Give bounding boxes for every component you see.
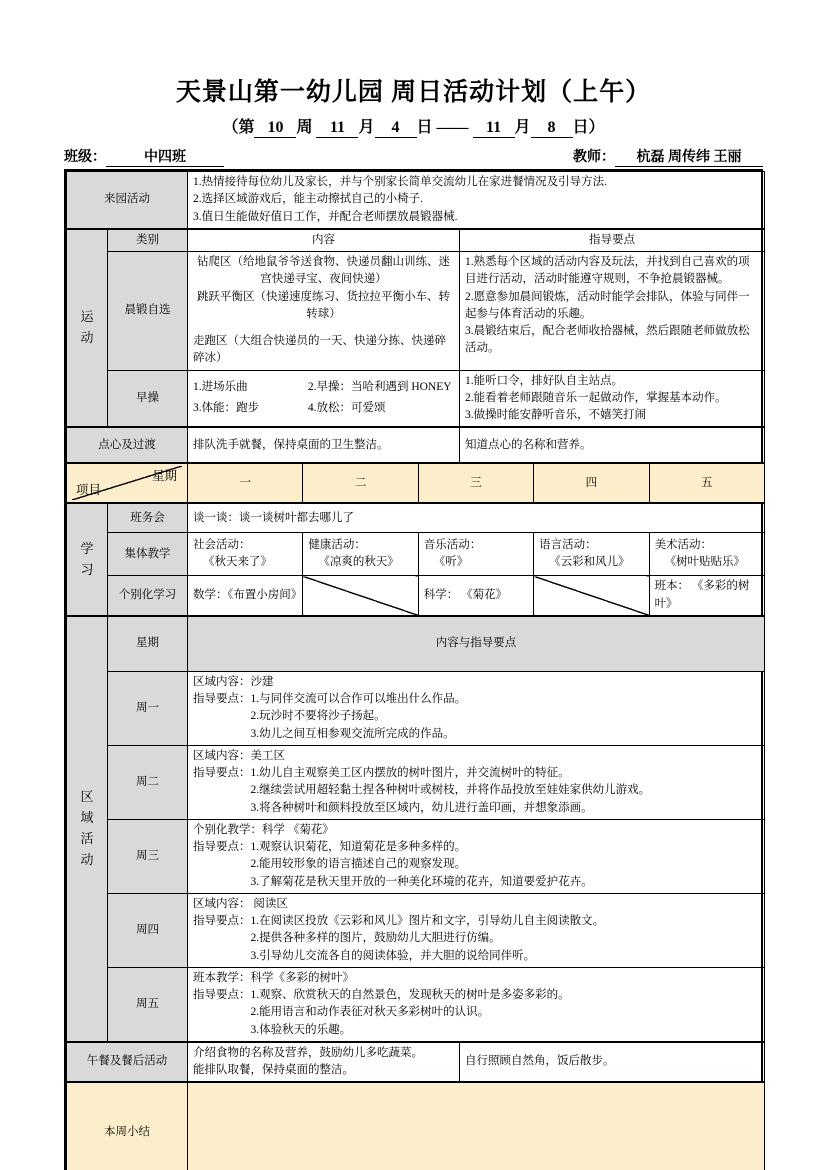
drill-item: 3.体能：跑步 [193,402,260,415]
document-header [64,0,763,138]
table-row [67,671,765,745]
region-section-label [67,616,108,1041]
region-section [66,616,765,1042]
activity-type: 社会活动： [193,539,251,551]
vertical-label: 学习 [80,540,94,577]
teacher-label: 教师： [573,150,615,165]
point-line: 3.将各种树叶和颜料投放至区域内，幼儿进行盖印画，并想象添画。 [250,801,593,814]
activity-type: 美术活动： [654,539,713,551]
lunch-line: 能排队取餐，保持桌面的整洁。 [193,1064,354,1076]
drill-item: 1.进场乐曲 [193,380,248,393]
sub-close: 日） [572,119,605,136]
activity-title: 《云彩和风儿》 [549,556,630,569]
region-day-content [188,671,765,745]
individual-cell: 科学： 《菊花》 [418,576,533,616]
points-label: 指导要点： [193,767,251,779]
sub-yue1: 月 [358,119,375,136]
arrival-content [188,172,765,229]
point-line: 3.做操时能安静听音乐，不嬉笑打闹 [465,409,647,421]
content-line: 钻爬区（给地鼠爷爷送食物、快递员翻山训练、迷宫快递寻宝、夜间快递） [197,256,450,286]
lunch-content [188,1042,460,1082]
region-day-label: 周二 [108,745,188,819]
arrival-section [66,171,765,229]
sub-zhou: 周 [296,119,313,136]
activity-title: 《听》 [433,556,469,569]
region-content-title: 班本教学：科学《多彩的树叶》 [193,971,354,984]
group-teaching-cell [418,533,533,576]
table-row [67,576,765,616]
region-day-label: 周一 [108,671,188,745]
class-meeting-label: 班务会 [108,504,188,533]
region-day-label: 周四 [108,893,188,967]
day2-blank: 8 [531,119,573,138]
table-row [67,1083,765,1170]
region-content-header: 内容与指导要点 [188,616,765,671]
sub-ri1: 日 [416,119,433,136]
table-row [67,172,765,229]
dash: —— [436,119,469,136]
points-label: 指导要点： [193,841,251,853]
class-meeting-content: 谈一谈：谈一谈树叶都去哪儿了 [188,504,765,533]
lunch-section [66,1042,765,1083]
snack-content: 排队洗手就餐，保持桌面的卫生整洁。 [188,428,460,463]
group-teaching-cell [534,533,649,576]
sub-yue2: 月 [514,119,531,136]
snack-label: 点心及过渡 [67,428,188,463]
day-header-fri: 五 [649,464,764,503]
table-row [67,967,765,1041]
activity-title: 《凉爽的秋天》 [318,556,399,569]
activity-type: 健康活动： [308,539,366,551]
individual-learning-label: 个别化学习 [108,576,188,616]
month2-blank: 11 [473,119,515,138]
sports-section [66,229,765,428]
day1-blank: 4 [375,119,417,138]
region-points [193,691,759,743]
days-corner-cell [67,464,188,503]
study-section [66,503,765,616]
point-line: 3.晨锻结束后，配合老师收拾器械，然后跟随老师做放松活动。 [465,325,750,355]
point-line: 2.愿意参加晨间锻炼，活动时能学会排队，体验与同伴一起参与体育活动的乐趣。 [465,290,750,320]
point-line: 1.在阅读区投放《云彩和风儿》图片和文字，引导幼儿自主阅读散文。 [250,915,605,927]
day-header-tue: 二 [303,464,418,503]
individual-cell-empty [534,576,649,616]
table-row [67,229,765,251]
point-line: 1.观察认识菊花，知道菊花是多种多样的。 [250,841,467,853]
region-points [193,987,759,1039]
day-header-thu: 四 [534,464,649,503]
drill-item: 4.放松：可爱颂 [307,402,386,415]
table-row [67,370,765,427]
arrival-label: 来园活动 [67,172,188,229]
point-line: 2.能看着老师跟随音乐一起做动作，掌握基本动作。 [465,391,727,404]
activity-type: 音乐活动： [423,539,482,551]
points-header: 指导要点 [460,229,765,251]
region-week-header: 星期 [108,616,188,671]
class-teacher-line [64,146,763,167]
table-row [67,1042,765,1082]
sports-section-label [67,229,108,427]
activity-type: 语言活动： [539,539,597,551]
corner-item-label: 项目 [76,482,102,497]
week-date-line [64,114,763,138]
region-day-label: 周三 [108,819,188,893]
region-content-title: 区域内容： 阅读区 [193,897,288,910]
class-field [64,146,224,167]
drill-item: 2.早操：当哈利遇到 HONEY [307,380,452,393]
table-row [67,819,765,893]
region-day-content [188,967,765,1041]
activity-title: 《树叶贴贴乐》 [664,556,746,569]
individual-cell: 数学：《布置小房间》 [188,576,303,616]
morning-drill-points [460,370,765,427]
group-teaching-cell [649,533,764,576]
morning-drill-content [188,370,460,427]
region-points [193,765,759,817]
page-title: 天景山第一幼儿园 周日活动计划（上午） [175,79,652,106]
morning-drill-label: 早操 [108,370,188,427]
table-row [67,252,765,371]
day-header-wed: 三 [418,464,533,503]
morning-exercise-label: 晨锻自选 [108,252,188,371]
corner-week-label: 星期 [151,469,177,484]
summary-content [188,1083,765,1170]
group-teaching-label: 集体教学 [108,533,188,576]
table-row [67,893,765,967]
point-line: 1.与同伴交流可以合作可以堆出什么作品。 [250,693,467,705]
region-day-content [188,819,765,893]
point-line: 3.幼儿之间互相参观交流所完成的作品。 [250,727,455,740]
table-row [67,616,765,671]
day-header-mon: 一 [188,464,303,503]
point-line: 3.引导幼儿交流各自的阅读体验，并大胆的说给同伴听。 [250,949,536,962]
arrival-line: 3.值日生能做好值日工作，并配合老师摆放晨锻器械. [193,210,458,223]
region-content-title: 区域内容：美工区 [193,749,285,762]
week-number-blank: 10 [254,119,296,138]
content-header: 内容 [188,229,460,251]
morning-exercise-content [188,252,460,371]
point-line: 3.了解菊花是秋天里开放的一种美化环境的花卉，知道要爱护花卉。 [250,875,593,888]
group-teaching-cell [188,533,303,576]
point-line: 2.继续尝试用超轻黏土捏各种树叶或树枝，并将作品投放至娃娃家供幼儿游戏。 [250,784,651,797]
snack-section [66,427,765,463]
point-line: 2.能用较形象的语言描述自己的观察发现。 [250,858,467,871]
point-line: 1.幼儿自主观察美工区内摆放的树叶图片，并交流树叶的特征。 [250,767,570,779]
teacher-value: 杭磊 周传纬 王丽 [615,146,763,167]
point-line: 2.玩沙时不要将沙子扬起。 [250,710,386,723]
summary-section [66,1082,765,1170]
point-line: 1.观察、欣赏秋天的自然景色，发现秋天的树叶是多姿多彩的。 [250,989,570,1001]
lunch-points: 自行照顾自然角，饭后散步。 [460,1042,765,1082]
region-day-content [188,745,765,819]
category-header: 类别 [108,229,188,251]
region-points [193,913,759,965]
class-label: 班级： [64,150,106,165]
point-line: 3.体验秋天的乐趣。 [250,1023,352,1036]
vertical-label: 区域活动 [80,789,94,867]
region-content-title: 个别化教学：科学 《菊花》 [193,823,334,836]
point-line: 2.能用语言和动作表征对秋天多彩树叶的认识。 [250,1006,490,1019]
days-header-section [66,463,765,503]
sub-open: （第 [222,119,255,136]
content-line: 跳跃平衡区（快递速度练习、货拉拉平衡小车、转转球） [197,290,450,320]
month1-blank: 11 [316,119,358,138]
teacher-field [573,146,763,167]
region-day-label: 周五 [108,967,188,1041]
region-day-content [188,893,765,967]
arrival-line: 1.热情接待每位幼儿及家长，并与个别家长简单交流幼儿在家进餐情况及引导方法. [193,176,607,188]
class-value: 中四班 [106,146,224,167]
arrival-line: 2.选择区域游戏后，能主动擦拭自己的小椅子. [193,193,423,206]
activity-title: 《秋天来了》 [203,556,272,569]
group-teaching-cell [303,533,418,576]
individual-cell-empty [303,576,418,616]
point-line: 2.提供各种多样的图片，鼓励幼儿大胆进行仿编。 [250,932,501,945]
points-label: 指导要点： [193,693,251,705]
diagonal-divider [72,466,182,500]
morning-exercise-points [460,252,765,371]
region-points [193,839,759,891]
lunch-line: 介绍食物的名称及营养，鼓励幼儿多吃蔬菜。 [193,1046,423,1059]
plan-table [64,169,763,1170]
summary-label: 本周小结 [67,1083,188,1170]
vertical-label: 运动 [80,309,94,345]
lunch-label: 午餐及餐后活动 [67,1042,188,1082]
point-line: 1.能听口令，排好队自主站点。 [465,374,624,387]
points-label: 指导要点： [193,989,251,1001]
points-label: 指导要点： [193,915,251,927]
table-row [67,533,765,576]
point-line: 1.熟悉每个区域的活动内容及玩法，并找到自己喜欢的项目进行活动，活动时能遵守规则，不争抢晨锻器械。 [465,256,750,286]
region-content-title: 区域内容：沙建 [193,675,274,688]
table-row [67,464,765,503]
individual-cell: 班本： 《多彩的树叶》 [649,576,764,616]
study-section-label [67,504,108,616]
snack-points: 知道点心的名称和营养。 [460,428,765,463]
content-line: 走跑区（大组合快递员的一天、快递分拣、快递碎碎冰） [193,335,446,365]
table-row [67,428,765,463]
table-row [67,745,765,819]
table-row [67,504,765,533]
